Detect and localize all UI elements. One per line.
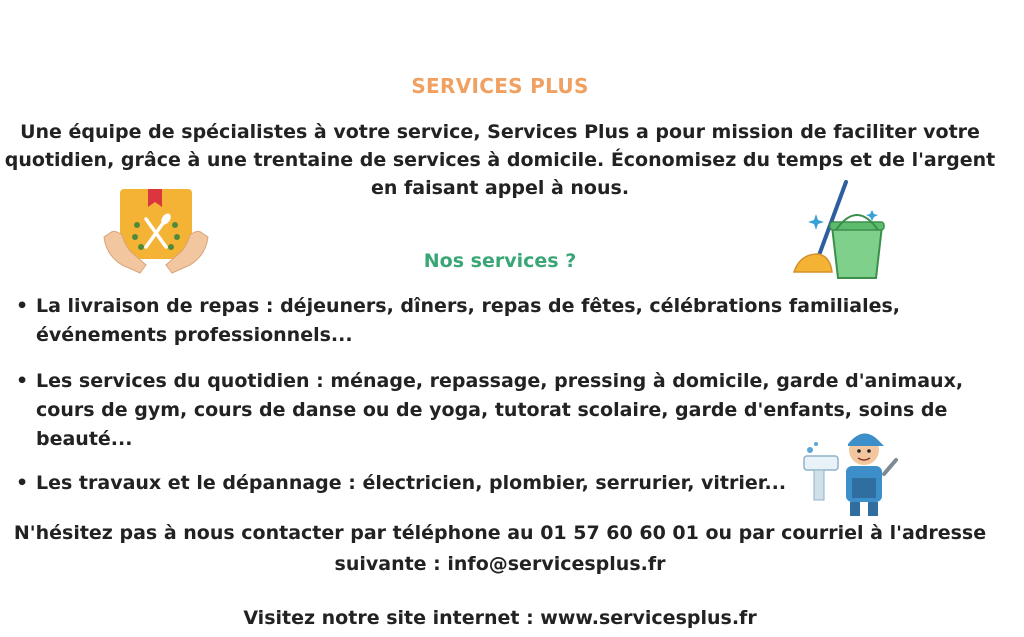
bullet: • — [16, 295, 29, 317]
website-line: Visitez notre site internet : www.servicesplus.fr — [243, 607, 757, 629]
contact-paragraph: N'hésitez pas à nous contacter par téléphone au 01 57 60 60 01 ou par courriel à l'adresse suivante : info@servicesplus.fr — [13, 522, 987, 575]
service-item-text: Les travaux et le dépannage : électricien, plombier, serrurier, vitrier... — [36, 472, 787, 494]
service-item-text: La livraison de repas : déjeuners, dîners, repas de fêtes, célébrations familiales, événements professionnels... — [36, 295, 901, 346]
list-item — [16, 292, 1006, 352]
plumber-icon — [800, 420, 900, 520]
intro-paragraph: Une équipe de spécialistes à votre service, Services Plus a pour mission de faciliter votre quotidien, grâce à une trentaine de services à domicile. Économisez du temps et de l'argent en faisant appel à nous. — [4, 121, 996, 199]
cleaning-bucket-mop-icon — [790, 180, 890, 280]
services-heading: Nos services ? — [423, 250, 577, 272]
bullet: • — [16, 472, 29, 494]
bullet: • — [16, 370, 29, 392]
service-item-text: Les services du quotidien : ménage, repassage, pressing à domicile, garde d'animaux, cours de gym, cours de danse ou de yoga, tutorat scolaire, garde d'enfants, soins de beauté... — [36, 370, 964, 450]
page-title: SERVICES PLUS — [411, 74, 589, 98]
